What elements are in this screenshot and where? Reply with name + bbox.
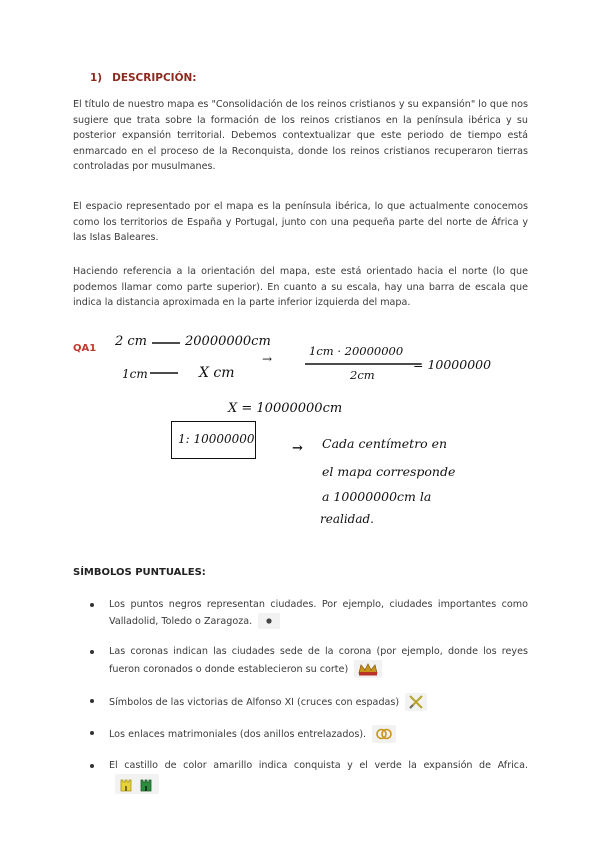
- interlinked-rings-icon: [372, 725, 396, 743]
- note-line-4: realidad.: [320, 512, 374, 526]
- dash-line-2: [148, 370, 180, 376]
- crown-icon: [354, 660, 382, 678]
- list-item: [92, 693, 528, 711]
- fraction-bar: [303, 361, 423, 367]
- bullet-dot: [90, 764, 94, 768]
- bullet-dot: [90, 699, 94, 703]
- rule-row2-right: X cm: [199, 365, 235, 381]
- scale-box: [171, 421, 256, 459]
- paragraph-title-context: El título de nuestro mapa es "Consolidación de los reinos cristianos y su expansión" lo que nos sugiere que trata sobre la formación de los reinos cristianos en la península ibérica y su posterior expansión territorial. Debemos contextualizar que este periodo de tiempo está enmarcado en el proceso de la Reconquista, donde los reinos cristianos recuperaron tierras controladas por musulmanes.: [73, 99, 528, 173]
- note-line-1: Cada centímetro en: [322, 436, 448, 451]
- arrow-mark: →: [262, 352, 273, 366]
- rule-row1-left: 2 cm: [115, 334, 148, 349]
- castles-icon: [115, 774, 159, 794]
- fraction-numerator: 1cm · 20000000: [309, 344, 404, 358]
- section-title: DESCRIPCIÓN:: [112, 72, 197, 84]
- list-item: [92, 725, 528, 743]
- note-line-2: el mapa corresponde: [322, 464, 456, 479]
- crossed-swords-icon: [405, 693, 427, 711]
- bullet-dot: [90, 603, 94, 607]
- list-item: [92, 597, 528, 629]
- note-line-3: a 10000000cm la: [322, 489, 432, 504]
- section-heading: [90, 72, 196, 84]
- black-dot-icon: [258, 613, 280, 629]
- symbol-text-victories: Símbolos de las victorias de Alfonso XI (cruces con espadas): [109, 697, 400, 708]
- paragraph-space: El espacio representado por el mapa es la península ibérica, lo que actualmente conocemos como los territorios de España y Portugal, junto con una pequeña parte del norte de África y las Islas Baleares.: [73, 201, 528, 244]
- fraction-result: = 10000000: [413, 357, 492, 372]
- section-number: 1): [90, 72, 103, 84]
- note-arrow: →: [292, 441, 303, 456]
- scale-box-text: 1: 10000000: [178, 432, 255, 446]
- x-result: X = 10000000cm: [228, 401, 343, 416]
- paragraph-orientation-scale: Haciendo referencia a la orientación del mapa, este está orientado hacia el norte (lo que podemos llamar como parte superior). En cuanto a su escala, hay una barra de escala que indica la distancia aproximada en la parte inferior izquierda del mapa.: [73, 266, 528, 309]
- rule-row1-right: 20000000cm: [185, 334, 271, 349]
- bullet-dot: [90, 731, 94, 735]
- fraction-denominator: 2cm: [350, 368, 375, 382]
- rule-row2-left: 1cm: [122, 367, 148, 381]
- qa-label: QA1: [73, 343, 97, 354]
- symbols-heading: SÍMBOLOS PUNTUALES:: [73, 567, 206, 578]
- symbol-text-marriages: Los enlaces matrimoniales (dos anillos entrelazados).: [109, 729, 367, 740]
- bullet-dot: [90, 650, 94, 654]
- list-item: [92, 758, 528, 794]
- symbol-text-crowns: Las coronas indican las ciudades sede de la corona (por ejemplo, donde los reyes fueron coronados o donde establecieron su corte): [109, 646, 528, 675]
- list-item: [92, 644, 528, 678]
- symbol-text-castles: El castillo de color amarillo indica conquista y el verde la expansión de Africa.: [109, 760, 528, 771]
- symbol-text-cities: Los puntos negros representan ciudades. Por ejemplo, ciudades importantes como Valladolid, Toledo o Zaragoza.: [109, 599, 528, 627]
- dash-line-1: [150, 340, 182, 346]
